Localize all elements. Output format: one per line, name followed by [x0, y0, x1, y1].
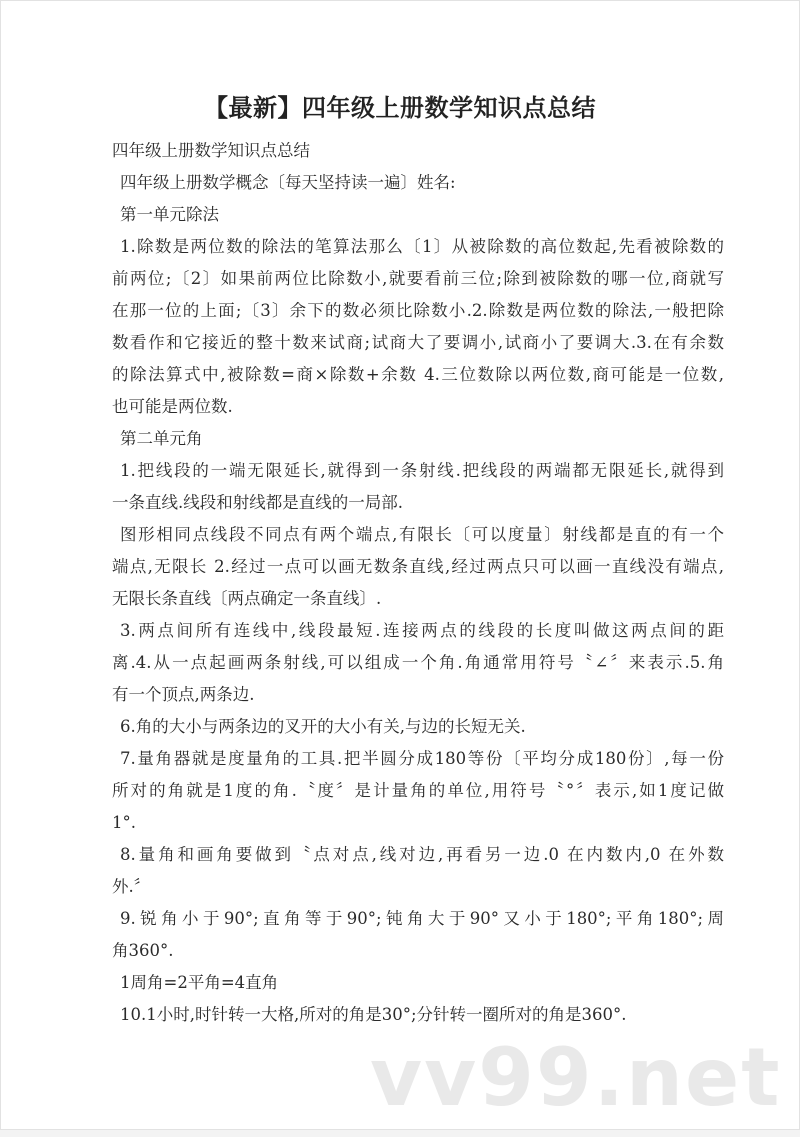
- text-line: 9.锐角小于90°;直角等于90°;钝角大于90°又小于180°;平角180°;周: [120, 909, 724, 928]
- text-line: 前两位;〔2〕如果前两位比除数小,就要看前三位;除到被除数的哪一位,商就写: [112, 269, 724, 288]
- text-line: 四年级上册数学概念〔每天坚持读一遍〕姓名:: [120, 173, 456, 192]
- text-line: 图形相同点线段不同点有两个端点,有限长〔可以度量〕射线都是直的有一个: [120, 525, 724, 544]
- text-line: 8.量角和画角要做到〝点对点,线对边,再看另一边.0 在内数内,0 在外数: [120, 845, 724, 864]
- text-line: 10.1小时,时针转一大格,所对的角是30°;分针转一圈所对的角是360°.: [120, 1005, 627, 1024]
- text-line: 有一个顶点,两条边.: [112, 685, 255, 704]
- text-line: 3.两点间所有连线中,线段最短.连接两点的线段的长度叫做这两点间的距: [120, 621, 724, 640]
- text-line: 四年级上册数学知识点总结: [112, 141, 310, 160]
- watermark: vv99.net: [370, 1031, 782, 1124]
- text-line: 离.4.从一点起画两条射线,可以组成一个角.角通常用符号〝∠〞来表示.5.角: [112, 653, 724, 672]
- text-line: 无限长条直线〔两点确定一条直线〕.: [112, 589, 382, 608]
- document-title: 【最新】四年级上册数学知识点总结: [204, 93, 596, 122]
- text-line: 第一单元除法: [120, 205, 219, 224]
- text-line: 1.把线段的一端无限延长,就得到一条射线.把线段的两端都无限延长,就得到: [120, 461, 724, 480]
- text-line: 在那一位的上面;〔3〕余下的数必须比除数小.2.除数是两位数的除法,一般把除: [112, 301, 724, 320]
- text-line: 一条直线.线段和射线都是直线的一局部.: [112, 493, 403, 512]
- text-line: 角360°.: [112, 941, 174, 960]
- text-line: 1°.: [112, 813, 136, 832]
- document-body: [112, 135, 724, 1031]
- text-line: 数看作和它接近的整十数来试商;试商大了要调小,试商小了要调大.3.在有余数: [112, 333, 724, 352]
- text-line: 1周角=2平角=4直角: [120, 973, 279, 992]
- text-line: 也可能是两位数.: [112, 397, 233, 416]
- text-line: 7.量角器就是度量角的工具.把半圆分成180等份〔平均分成180份〕,每一份: [120, 749, 724, 768]
- text-line: 外.〞: [112, 877, 151, 896]
- text-line: 的除法算式中,被除数=商×除数+余数 4.三位数除以两位数,商可能是一位数,: [112, 365, 724, 384]
- text-line: 第二单元角: [120, 429, 203, 448]
- text-line: 端点,无限长 2.经过一点可以画无数条直线,经过两点只可以画一直线没有端点,: [112, 557, 724, 576]
- text-line: 6.角的大小与两条边的叉开的大小有关,与边的长短无关.: [120, 717, 526, 736]
- text-line: 所对的角就是1度的角.〝度〞是计量角的单位,用符号〝°〞表示,如1度记做: [112, 781, 724, 800]
- text-line: 1.除数是两位数的除法的笔算法那么〔1〕从被除数的高位数起,先看被除数的: [120, 237, 724, 256]
